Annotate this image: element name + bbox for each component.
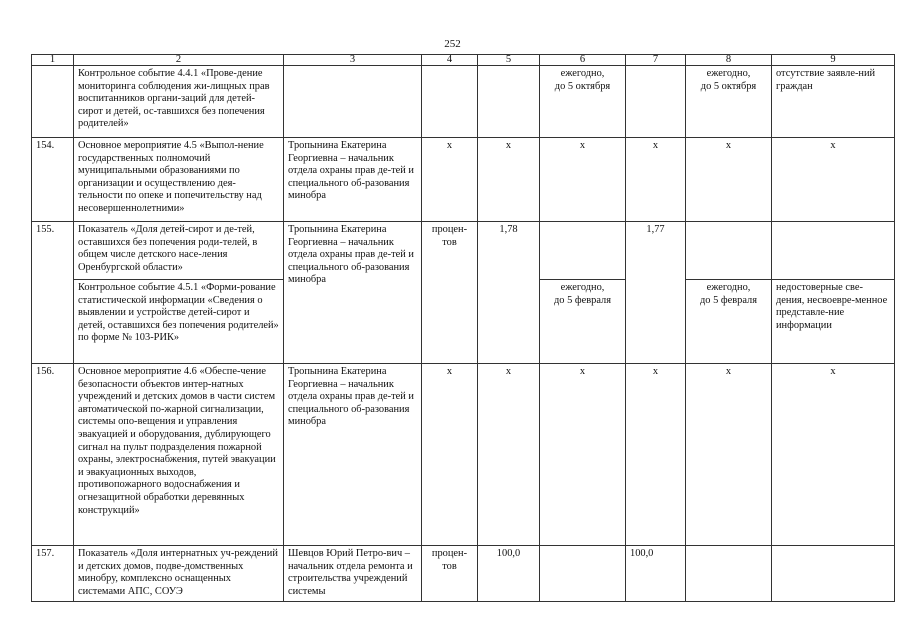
row-number-cell [32, 66, 74, 138]
column-header-row [32, 55, 895, 66]
cell-description: Основное мероприятие 4.5 «Выпол-нение государственных полномочий муниципальными образованиями по организации и осуществлению дея-тельности по опеке и попечительству над несовершеннолетними» [74, 138, 284, 222]
cell-responsible: Тропынина Екатерина Георгиевна – начальник отдела охраны прав де-тей и специального об-разования минобра [284, 222, 422, 364]
cell-description: Контрольное событие 4.5.1 «Форми-рование статистической информации «Сведения о выявлении и устройстве детей-сирот и детей, оставшихся без попечения родителей» по форме № 103-РИК» [74, 280, 284, 364]
col-header: 9 [772, 55, 895, 66]
cell-deadline: х [540, 364, 626, 546]
cell-risk: отсутствие заявле-ний граждан [772, 66, 895, 138]
table-row [32, 364, 895, 546]
cell-unit [422, 66, 478, 138]
cell-deadline: ежегодно, до 5 февраля [540, 280, 626, 364]
col-header: 8 [686, 55, 772, 66]
cell-value: х [478, 138, 540, 222]
col-header: 4 [422, 55, 478, 66]
page-number: 252 [444, 38, 461, 50]
table-row [32, 546, 895, 602]
col-header: 7 [626, 55, 686, 66]
cell-deadline: ежегодно, до 5 октября [540, 66, 626, 138]
table-row [32, 222, 895, 280]
cell-deadline [686, 222, 772, 280]
cell-risk [772, 222, 895, 280]
row-number-cell: 156. [32, 364, 74, 546]
row-number-cell: 155. [32, 222, 74, 364]
cell-risk: недостоверные све-дения, несвоевре-менное представле-ние информации [772, 280, 895, 364]
cell-deadline: х [686, 364, 772, 546]
table-row [32, 138, 895, 222]
cell-risk: х [772, 138, 895, 222]
cell-unit: процен-тов [422, 222, 478, 364]
cell-description: Показатель «Доля детей-сирот и де-тей, оставшихся без попечения роди-телей, в общем числе детского насе-ления Оренбургской области» [74, 222, 284, 280]
col-header: 5 [478, 55, 540, 66]
cell-deadline [540, 546, 626, 602]
cell-deadline: х [686, 138, 772, 222]
cell-value: 1,78 [478, 222, 540, 364]
cell-value [626, 66, 686, 138]
cell-deadline: ежегодно, до 5 октября [686, 66, 772, 138]
plan-table [31, 54, 895, 602]
cell-value: 100,0 [478, 546, 540, 602]
cell-responsible [284, 66, 422, 138]
cell-unit: х [422, 364, 478, 546]
cell-responsible: Тропынина Екатерина Георгиевна – начальник отдела охраны прав де-тей и специального об-разования минобра [284, 138, 422, 222]
cell-responsible: Шевцов Юрий Петро-вич – начальник отдела ремонта и строительства учреждений системы [284, 546, 422, 602]
cell-value: 1,77 [626, 222, 686, 364]
cell-deadline [540, 222, 626, 280]
col-header: 2 [74, 55, 284, 66]
table-row [32, 66, 895, 138]
cell-risk [772, 546, 895, 602]
row-number-cell: 154. [32, 138, 74, 222]
cell-value: 100,0 [626, 546, 686, 602]
cell-description: Контрольное событие 4.4.1 «Прове-дение мониторинга соблюдения жи-лищных прав воспитанников органи-заций для детей-сирот и детей, ос-тавшихся без попечения родителей» [74, 66, 284, 138]
cell-deadline [686, 546, 772, 602]
col-header: 6 [540, 55, 626, 66]
cell-responsible: Тропынина Екатерина Георгиевна – начальник отдела охраны прав де-тей и специального об-разования минобра [284, 364, 422, 546]
cell-value: х [626, 364, 686, 546]
cell-value [478, 66, 540, 138]
cell-unit: процен-тов [422, 546, 478, 602]
cell-value: х [626, 138, 686, 222]
cell-risk: х [772, 364, 895, 546]
col-header: 3 [284, 55, 422, 66]
cell-unit: х [422, 138, 478, 222]
cell-value: х [478, 364, 540, 546]
col-header: 1 [32, 55, 74, 66]
cell-description: Показатель «Доля интернатных уч-реждений и детских домов, подве-домственных минобру, комплексно оснащенных системами АПС, СОУЭ [74, 546, 284, 602]
row-number-cell: 157. [32, 546, 74, 602]
cell-description: Основное мероприятие 4.6 «Обеспе-чение безопасности объектов интер-натных учреждений и детских домов в части систем автоматической по-жарной сигнализации, системы опо-вещения и управления эвакуацией и оборудования, дублирующего сигнал на пульт подразделения пожарной охраны, электроснабжения, путей эвакуации и эвакуационных выходов, противопожарного водоснабжения и огнезащитной обработки деревянных конструкций» [74, 364, 284, 546]
cell-deadline: ежегодно, до 5 февраля [686, 280, 772, 364]
cell-deadline: х [540, 138, 626, 222]
